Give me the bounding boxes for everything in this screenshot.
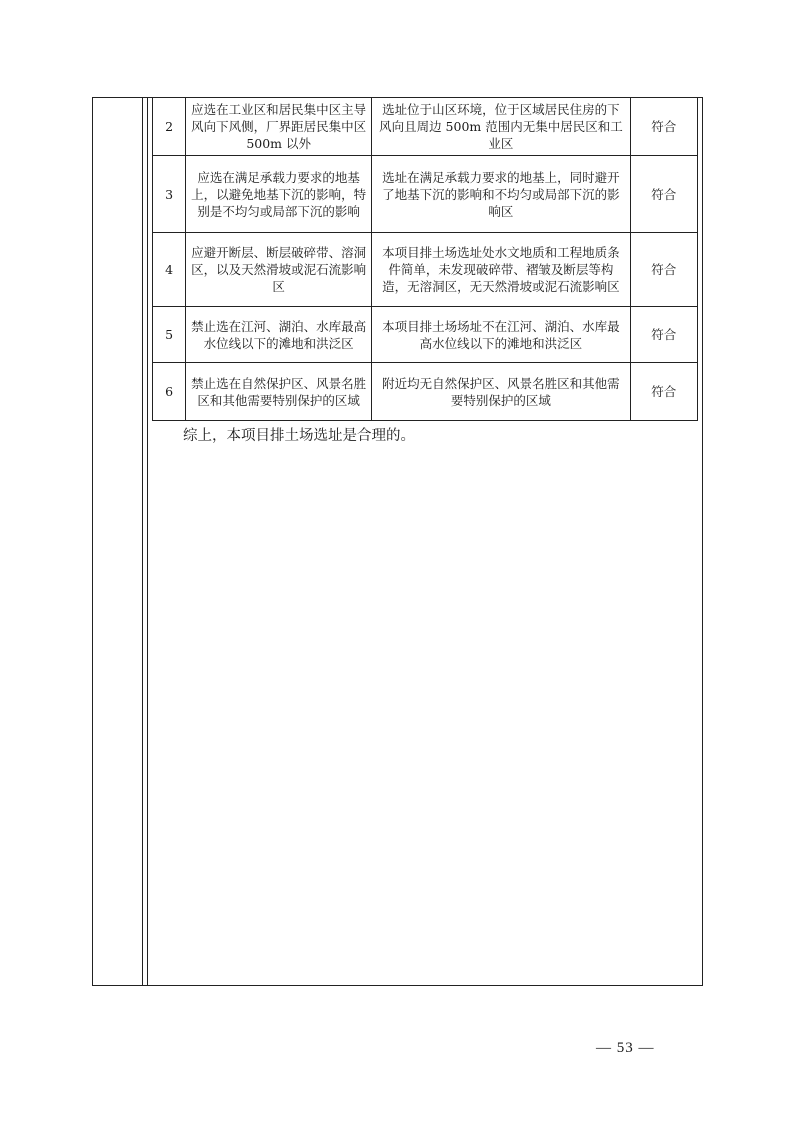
result-cell: 符合 [630, 156, 697, 233]
result-cell: 符合 [630, 363, 697, 421]
requirement-cell: 应选在满足承载力要求的地基上，以避免地基下沉的影响，特别是不均匀或局部下沉的影响 [186, 156, 372, 233]
row-number: 4 [153, 233, 186, 307]
result-cell: 符合 [630, 233, 697, 307]
situation-cell: 本项目排土场场址不在江河、湖泊、水库最高水位线以下的滩地和洪泛区 [372, 307, 630, 363]
situation-cell: 选址位于山区环境，位于区域居民住房的下风向且周边 500m 范围内无集中居民区和工业区 [372, 98, 630, 156]
row-number: 3 [153, 156, 186, 233]
requirement-cell: 应避开断层、断层破碎带、溶洞区，以及天然滑坡或泥石流影响区 [186, 233, 372, 307]
situation-cell: 本项目排土场选址处水文地质和工程地质条件简单，未发现破碎带、褶皱及断层等构造，无溶洞区，无天然滑坡或泥石流影响区 [372, 233, 630, 307]
result-cell: 符合 [630, 98, 697, 156]
row-number: 6 [153, 363, 186, 421]
table-row [153, 307, 698, 363]
frame-divider [142, 97, 143, 986]
requirement-cell: 禁止选在自然保护区、风景名胜区和其他需要特别保护的区域 [186, 363, 372, 421]
summary-text: 综上，本项目排土场选址是合理的。 [183, 428, 415, 444]
site-criteria-table [152, 97, 698, 421]
table-row [153, 156, 698, 233]
situation-cell: 选址在满足承载力要求的地基上，同时避开了地基下沉的影响和不均匀或局部下沉的影响区 [372, 156, 630, 233]
table-row [153, 98, 698, 156]
frame-inner-divider [147, 97, 148, 986]
row-number: 5 [153, 307, 186, 363]
row-number: 2 [153, 98, 186, 156]
requirement-cell: 禁止选在江河、湖泊、水库最高水位线以下的滩地和洪泛区 [186, 307, 372, 363]
table-row [153, 233, 698, 307]
result-cell: 符合 [630, 307, 697, 363]
table-row [153, 363, 698, 421]
page-number: — 53 — [596, 1040, 655, 1056]
situation-cell: 附近均无自然保护区、风景名胜区和其他需要特别保护的区域 [372, 363, 630, 421]
requirement-cell: 应选在工业区和居民集中区主导风向下风侧，厂界距居民集中区 500m 以外 [186, 98, 372, 156]
